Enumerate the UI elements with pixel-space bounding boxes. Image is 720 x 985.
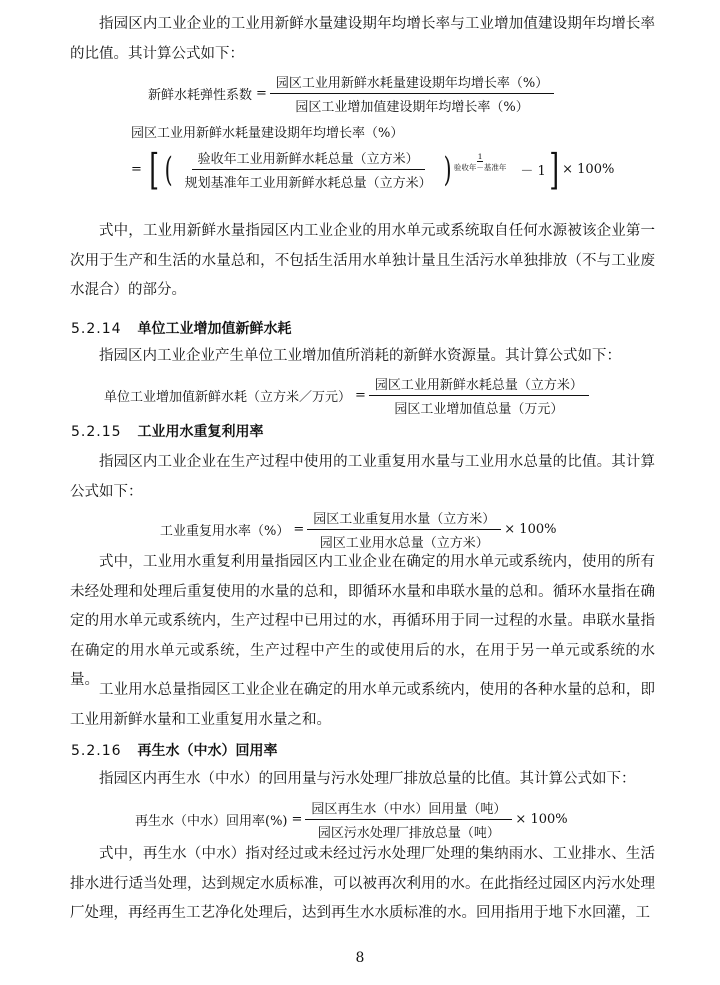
formula-equals: = (291, 812, 303, 827)
section-title: 单位工业增加值新鲜水耗 (137, 321, 292, 337)
formula-fraction (270, 72, 554, 115)
formula-equals: = (131, 162, 142, 177)
exponent-denominator: 验收年－基准年 (453, 163, 507, 172)
section-number: 5.2.15 (71, 424, 122, 440)
formula-denominator: 园区工业增加值建设期年均增长率（%） (295, 100, 529, 115)
formula-reclaimed-rate (135, 798, 568, 841)
formula-elasticity (148, 72, 557, 115)
formula-equals: = (256, 86, 267, 101)
formula-fraction (307, 508, 501, 551)
formula-numerator: 验收年工业用新鲜水耗总量（立方米） (192, 148, 425, 170)
section-number: 5.2.14 (71, 321, 122, 337)
formula-lhs: 再生水（中水）回用率(%) (135, 814, 288, 829)
formula-unit-water (104, 374, 592, 417)
formula-lhs: 新鲜水耗弹性系数 (148, 88, 253, 103)
formula-denominator: 园区工业增加值总量（万元） (394, 402, 564, 417)
paragraph-reclaimed-explanation: 式中，再生水（中水）指对经过或未经过污水处理厂处理的集纳雨水、工业排水、生活排水进行适当处理，达到规定水质标准，可以被再次利用的水。在此指经过园区内污水处理厂处理，再经再生工艺净化处理后，达到再生水水质标准的水。回用指用于地下水回灌，工 (70, 846, 655, 921)
formula-fraction (305, 798, 512, 841)
paragraph-reclaimed-definition: 指园区内再生水（中水）的回用量与污水处理厂排放总量的比值。其计算公式如下： (99, 771, 636, 787)
formula-times: × 100% (504, 522, 557, 537)
formula-denominator: 园区工业用水总量（立方米） (319, 536, 489, 551)
formula-exponent (454, 152, 507, 173)
formula-lhs: 工业重复用水率（%） (160, 524, 290, 539)
paragraph-reuse-explanation: 式中，工业用水重复利用量指园区内工业企业在确定的用水单元或系统内，使用的所有未经处理和处理后重复使用的水量的总和，即循环水量和串联水量的总和。循环水量指在确定的用水单元或系统内，生产过程中已用过的水，再循环用于同一过程的水量。串联水量指在确定的用水单元或系统，生产过程中产生的或使用后的水，在用于另一单元或系统的水量。 (70, 554, 655, 688)
paragraph-total-water-explanation: 工业用水总量指园区工业企业在确定的用水单元或系统内，使用的各种水量的总和，即工业用新鲜水量和工业重复用水量之和。 (70, 682, 655, 728)
formula-numerator: 园区工业用新鲜水耗量建设期年均增长率（%） (270, 72, 554, 94)
left-bracket: [ (149, 144, 160, 194)
formula-equals: = (293, 522, 305, 537)
section-heading-5-2-16 (71, 740, 278, 760)
formula-fraction (369, 374, 589, 417)
formula-times: × 100% (562, 162, 615, 177)
paragraph-fresh-water-explanation: 式中，工业用新鲜水量指园区内工业企业的用水单元或系统取自任何水源被该企业第一次用于生产和生活的水量总和，不包括生活用水单独计量且生活污水单独排放（不与工业废水混合）的部分。 (70, 223, 655, 298)
section-heading-5-2-15 (71, 421, 264, 441)
formula-lhs: 单位工业增加值新鲜水耗（立方米／万元） (104, 390, 352, 405)
formula-denominator: 规划基准年工业用新鲜水耗总量（立方米） (184, 176, 432, 191)
paragraph-reuse-definition: 指园区内工业企业在生产过程中使用的工业重复用水量与工业用水总量的比值。其计算公式如下： (70, 454, 655, 500)
formula-growth-rate (131, 144, 615, 194)
left-paren: ( (164, 149, 173, 190)
formula-equals: = (355, 388, 366, 403)
formula-times: × 100% (515, 812, 568, 827)
formula-numerator: 园区再生水（中水）回用量（吨） (305, 798, 512, 820)
formula-denominator: 园区污水处理厂排放总量（吨） (317, 826, 500, 841)
formula-growth-rate-label (131, 122, 403, 141)
section-heading-5-2-14 (71, 318, 292, 338)
paragraph-elasticity-definition: 指园区内工业企业的工业用新鲜水量建设期年均增长率与工业增加值建设期年均增长率的比值。其计算公式如下： (70, 16, 655, 62)
formula-fraction (179, 148, 438, 191)
formula-numerator: 园区工业重复用水量（立方米） (307, 508, 501, 530)
section-number: 5.2.16 (71, 743, 122, 759)
right-paren: ) (443, 149, 452, 190)
section-title: 再生水（中水）回用率 (137, 743, 278, 759)
right-bracket: ] (549, 144, 559, 194)
section-title: 工业用水重复利用率 (137, 424, 264, 440)
formula-reuse-rate (160, 508, 556, 551)
exponent-numerator: 1 (477, 152, 483, 161)
formula-growth-lhs: 园区工业用新鲜水耗量建设期年均增长率（%） (131, 126, 404, 141)
page-number: 8 (355, 950, 365, 966)
paragraph-unit-water-definition: 指园区内工业企业产生单位工业增加值所消耗的新鲜水资源量。其计算公式如下： (99, 348, 621, 364)
formula-numerator: 园区工业用新鲜水耗总量（立方米） (369, 374, 589, 396)
formula-minus-one: － 1 (520, 164, 546, 179)
